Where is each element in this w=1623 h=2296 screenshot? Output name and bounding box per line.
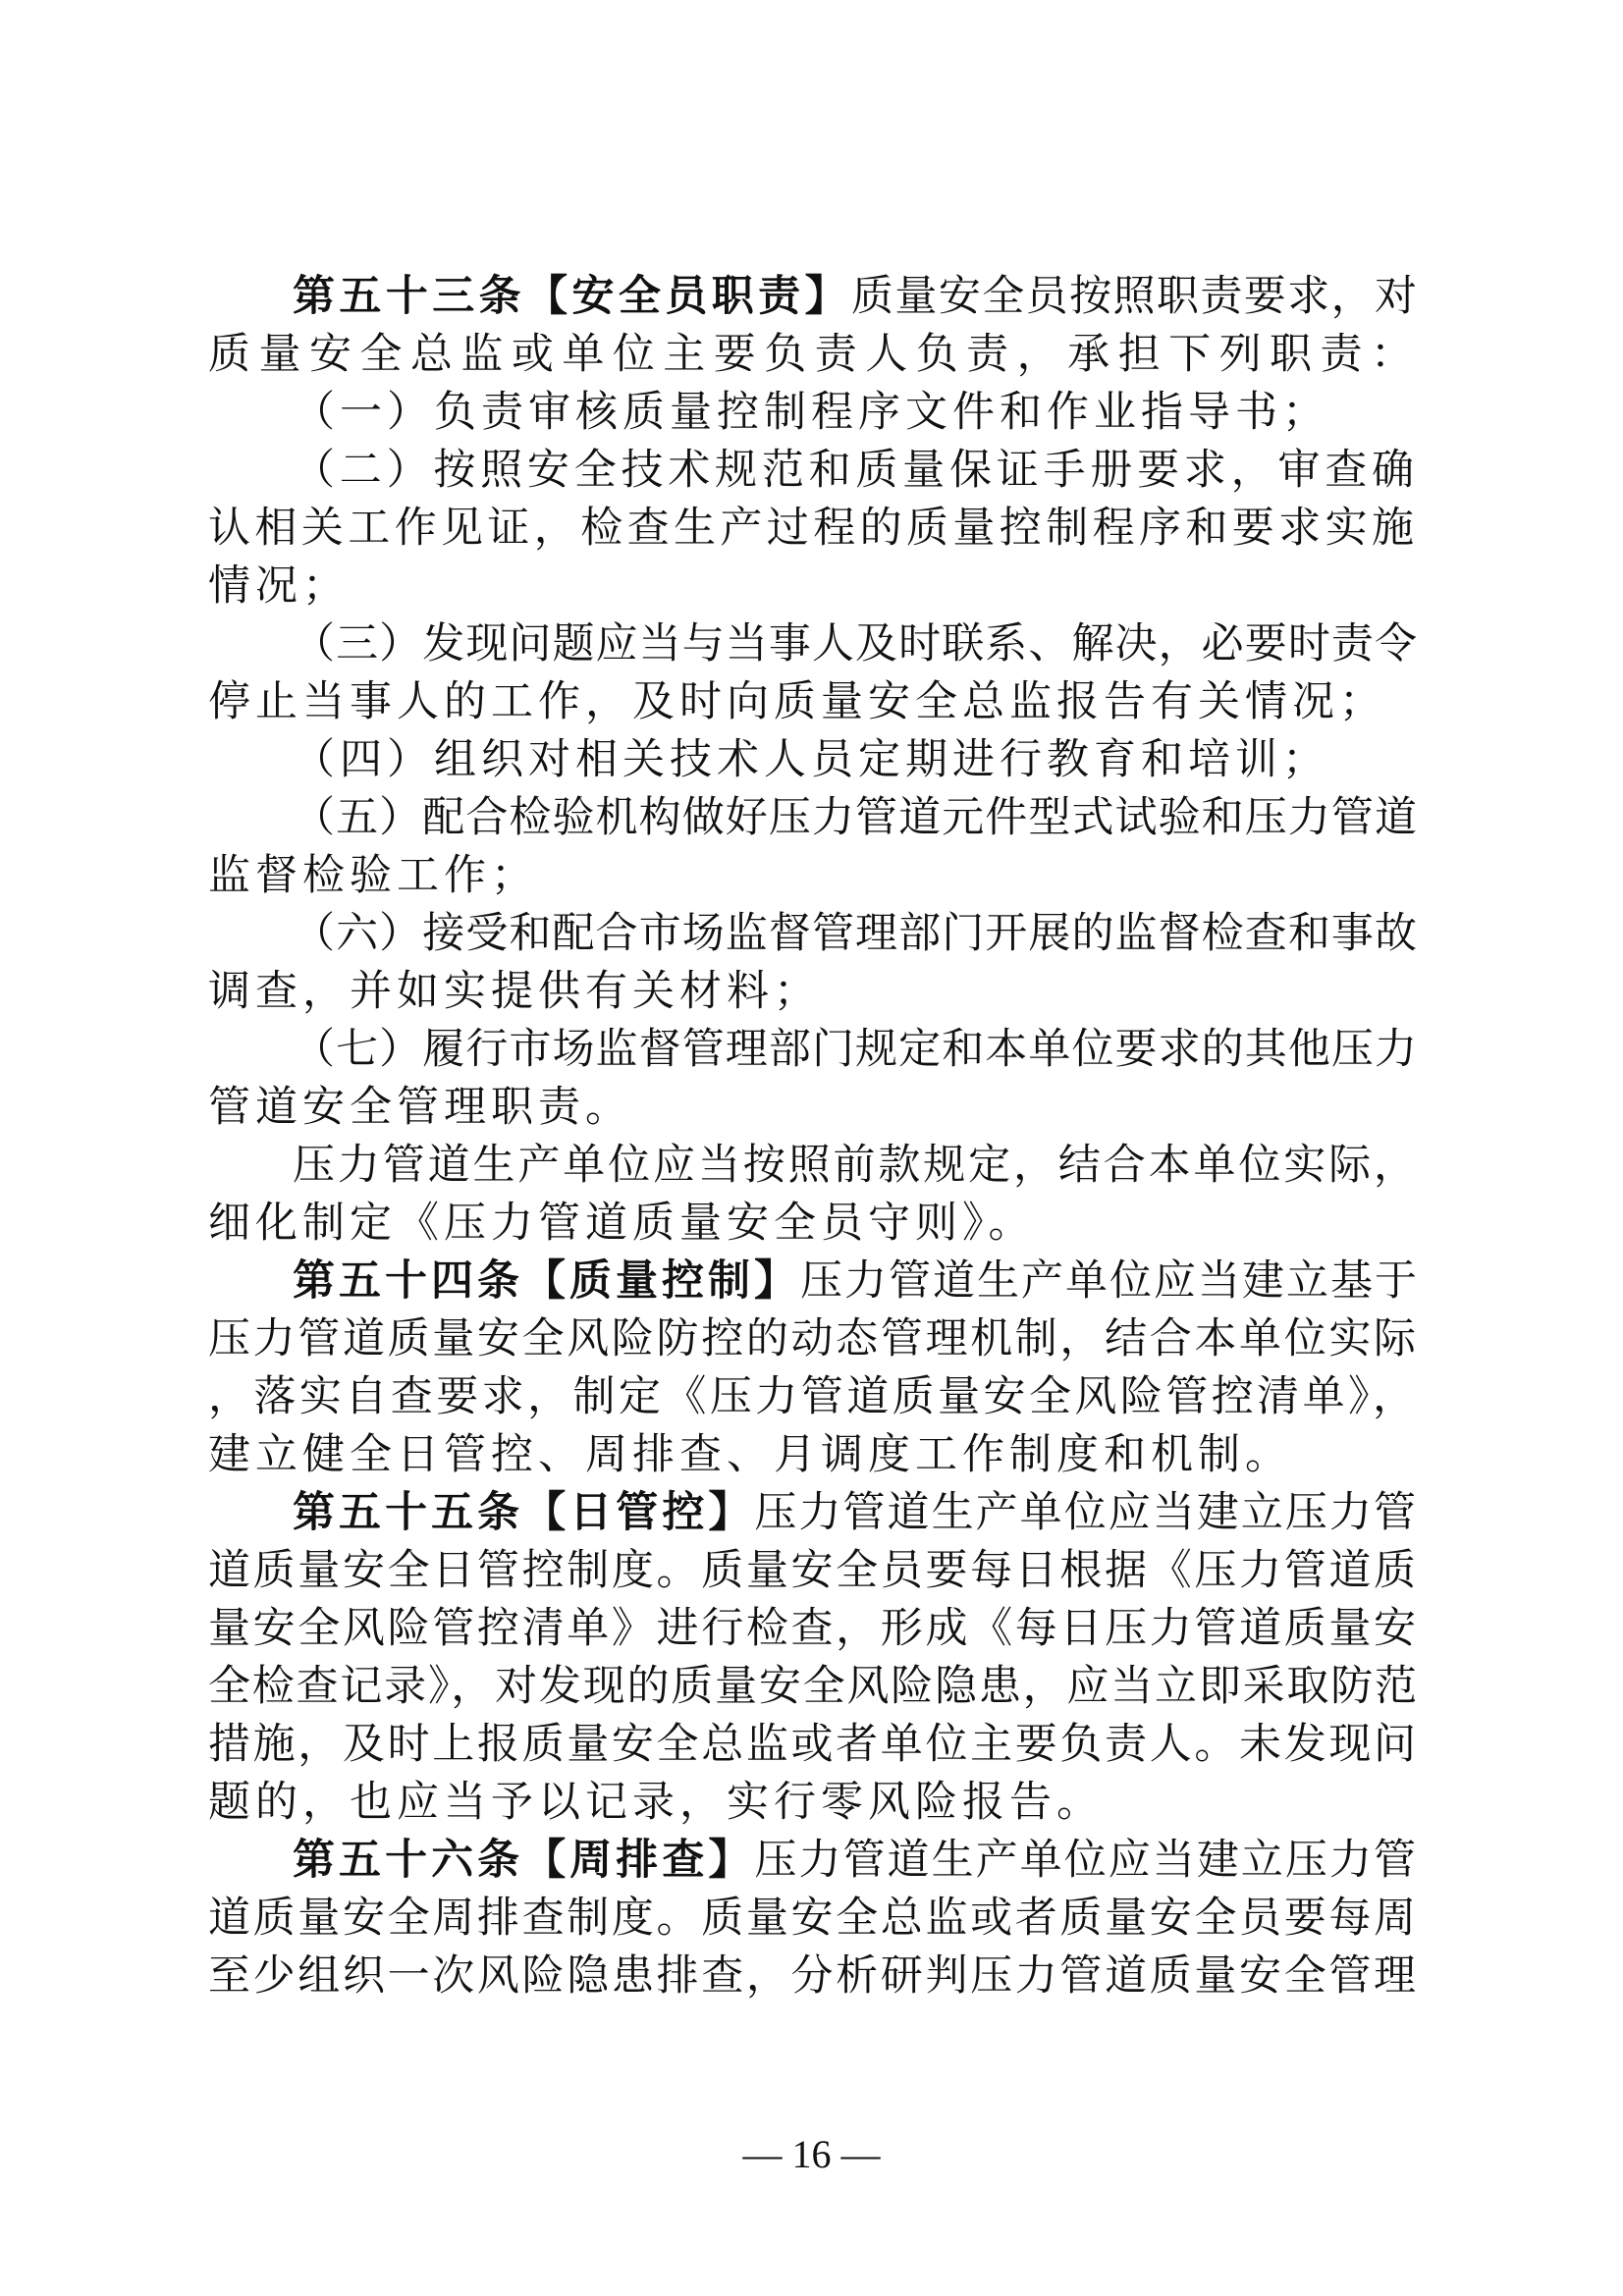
article-54-line-2: 压力管道质量安全风险防控的动态管理机制，结合本单位实际 <box>208 1314 1418 1363</box>
article-53-final-line-1: 压力管道生产单位应当按照前款规定，结合本单位实际， <box>293 1141 1418 1190</box>
article-56-line-3: 至少组织一次风险隐患排查，分析研判压力管道质量安全管理 <box>208 1951 1418 2001</box>
article-55-line-1 <box>293 1483 1418 1542</box>
article-53-final-line-2: 细化制定《压力管道质量安全员守则》。 <box>208 1199 1036 1248</box>
article-55-heading: 第五十五条【日管控】 <box>293 1488 755 1537</box>
article-56-line-1-text: 压力管道生产单位应当建立压力管 <box>754 1836 1419 1885</box>
article-54-heading: 第五十四条【质量控制】 <box>293 1256 800 1306</box>
article-54-line-4: 建立健全日管控、周排查、月调度工作制度和机制。 <box>208 1430 1292 1479</box>
article-55-line-2: 道质量安全日管控制度。质量安全员要每日根据《压力管道质 <box>208 1546 1418 1595</box>
article-55-line-1-text: 压力管道生产单位应当建立压力管 <box>754 1488 1419 1537</box>
article-53-item-6-line-1: （六）接受和配合市场监督管理部门开展的监督检查和事故 <box>293 909 1418 958</box>
article-54-line-1-text: 压力管道生产单位应当建立基于 <box>800 1256 1419 1306</box>
article-53-item-2-line-1: （二）按照安全技术规范和质量保证手册要求，审查确 <box>293 446 1418 495</box>
article-53-item-7-line-1: （七）履行市场监督管理部门规定和本单位要求的其他压力 <box>293 1025 1418 1074</box>
article-53-item-5-line-1: （五）配合检验机构做好压力管道元件型式试验和压力管道 <box>293 793 1418 842</box>
article-55-line-6: 题的，也应当予以记录，实行零风险报告。 <box>208 1778 1104 1827</box>
article-53-item-6-line-2: 调查，并如实提供有关材料； <box>208 967 821 1016</box>
article-55-line-4: 全检查记录》，对发现的质量安全风险隐患，应当立即采取防范 <box>208 1662 1418 1711</box>
article-53-item-1: （一）负责审核质量控制程序文件和作业指导书； <box>293 388 1329 437</box>
article-53-item-5-line-2: 监督检验工作； <box>208 851 538 900</box>
article-53-item-7-line-2: 管道安全管理职责。 <box>208 1083 632 1132</box>
article-56-line-2: 道质量安全周排查制度。质量安全总监或者质量安全员要每周 <box>208 1894 1418 1943</box>
page-number: — 16 — <box>742 2132 881 2176</box>
article-53-heading: 第五十三条【安全员职责】 <box>293 272 851 321</box>
article-54-line-1 <box>293 1252 1418 1310</box>
article-55-line-3: 量安全风险管控清单》进行检查，形成《每日压力管道质量安 <box>208 1604 1418 1653</box>
article-56-heading: 第五十六条【周排查】 <box>293 1836 755 1885</box>
article-53-line-2: 质量安全总监或单位主要负责人负责，承担下列职责： <box>208 330 1418 379</box>
article-53-item-2-line-2: 认相关工作见证，检查生产过程的质量控制程序和要求实施 <box>208 504 1418 553</box>
article-55-line-5: 措施，及时上报质量安全总监或者单位主要负责人。未发现问 <box>208 1720 1418 1769</box>
article-53-item-3-line-1: （三）发现问题应当与当事人及时联系、解决，必要时责令 <box>293 619 1418 668</box>
article-53-line-1-text: 质量安全员按照职责要求，对 <box>851 272 1418 321</box>
article-56-line-1 <box>293 1831 1418 1890</box>
article-53-line-1 <box>293 267 1418 326</box>
article-53-item-3-line-2: 停止当事人的工作，及时向质量安全总监报告有关情况； <box>208 677 1386 726</box>
article-54-line-3: ，落实自查要求，制定《压力管道质量安全风险管控清单》， <box>208 1372 1418 1421</box>
article-53-item-2-line-3: 情况； <box>208 561 350 611</box>
article-53-item-4: （四）组织对相关技术人员定期进行教育和培训； <box>293 735 1329 784</box>
